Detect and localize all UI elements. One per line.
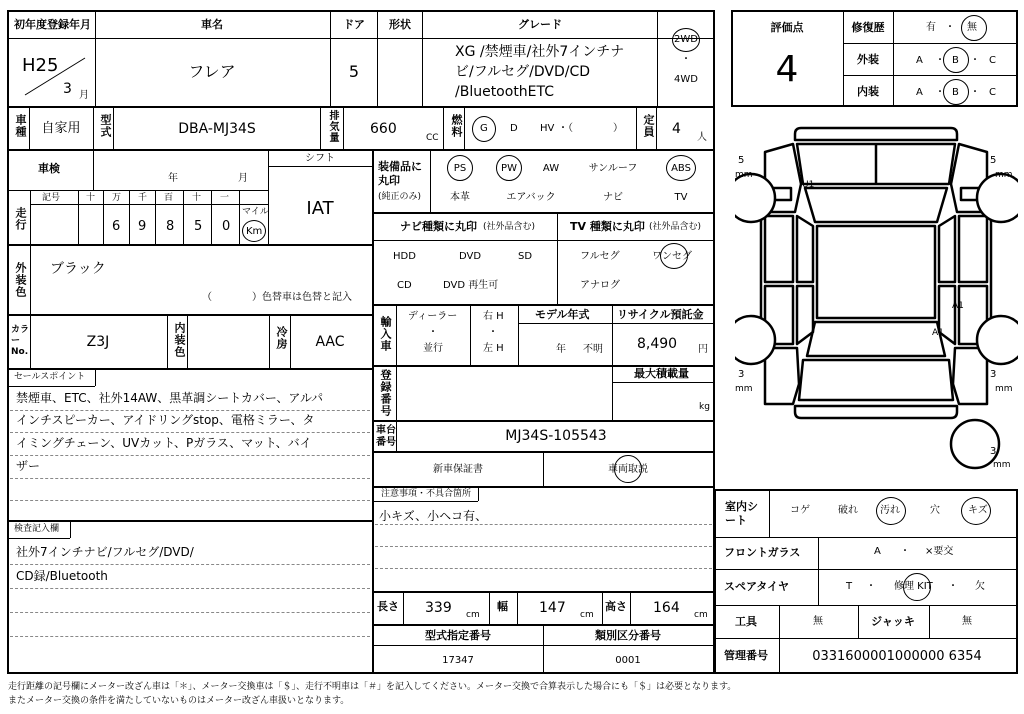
ext-dot-2: ・ bbox=[970, 55, 980, 66]
yogore-circle bbox=[876, 497, 906, 525]
recycle-label: リサイクル預託金 bbox=[617, 308, 704, 321]
drive-2wd: 2WD bbox=[674, 34, 698, 45]
import-dealer: ディーラー bbox=[408, 311, 458, 322]
sales-line-4: ザー bbox=[16, 459, 41, 473]
type-number-label: 型式指定番号 bbox=[425, 629, 491, 642]
digit-5: 0 bbox=[222, 219, 231, 234]
class-number-value: 0001 bbox=[615, 655, 641, 666]
model-value: DBA-MJ34S bbox=[178, 121, 256, 137]
eval-label: 評価点 bbox=[770, 21, 804, 34]
width-label: 幅 bbox=[497, 600, 508, 613]
color-code-value: Z3J bbox=[86, 334, 110, 350]
doors-value: 5 bbox=[348, 62, 360, 81]
fuel-other: ・（ ） bbox=[558, 123, 623, 134]
fuel-d: D bbox=[510, 123, 518, 134]
repair-dot: ・ bbox=[945, 22, 955, 33]
ext-c: C bbox=[989, 55, 996, 66]
width-unit: cm bbox=[580, 610, 594, 620]
tire-rr-unit: mm bbox=[995, 384, 1013, 394]
shape-header: 形状 bbox=[389, 18, 411, 31]
int-c: C bbox=[989, 87, 996, 98]
repair-no: 無 bbox=[967, 22, 977, 33]
spare-dot: ・ bbox=[866, 581, 876, 592]
tools-value: 無 bbox=[813, 616, 823, 627]
recycle-value: 8,490 bbox=[637, 336, 678, 352]
tire-rl-value: 3 bbox=[738, 369, 745, 380]
type-number-value: 17347 bbox=[442, 655, 474, 666]
cc-unit: CC bbox=[426, 133, 439, 143]
windshield-a: A bbox=[874, 546, 881, 557]
digit-1: 6 bbox=[112, 219, 121, 234]
kizu-circle bbox=[961, 497, 991, 525]
height-label: 高さ bbox=[605, 600, 627, 613]
int-a: A bbox=[916, 87, 923, 98]
damage-u1: U1 bbox=[802, 180, 815, 190]
sheet-koge: コゲ bbox=[790, 505, 810, 516]
first-reg-month: 3 bbox=[63, 81, 72, 97]
spare-label: スペアタイヤ bbox=[724, 580, 790, 593]
spare-kit: 修理 KIT bbox=[894, 581, 933, 592]
equip-leather: 本革 bbox=[450, 192, 470, 203]
repair-no-circle bbox=[961, 15, 987, 41]
eval-score: 4 bbox=[775, 49, 799, 90]
registration-label: 登録番号 bbox=[379, 369, 392, 417]
hyaku: 百 bbox=[164, 193, 174, 203]
tv-oneseg: ワンセグ bbox=[652, 251, 692, 262]
import-dot: ・ bbox=[428, 327, 438, 338]
windshield-x: ×要交 bbox=[925, 546, 954, 557]
equip-tv: TV bbox=[674, 192, 688, 203]
digit-4: 5 bbox=[194, 219, 203, 234]
grade-line-2: ビ/フルセグ/DVD/CD bbox=[455, 64, 591, 80]
ext-b: B bbox=[952, 55, 959, 66]
import-right: 右 H bbox=[483, 311, 504, 322]
drive-4wd: 4WD bbox=[674, 74, 698, 85]
spare-none: 欠 bbox=[975, 581, 985, 592]
windshield-label: フロントガラス bbox=[724, 546, 801, 559]
import-label: 輸入車 bbox=[379, 316, 392, 352]
jack-value: 無 bbox=[962, 616, 972, 627]
spare-dot-2: ・ bbox=[948, 581, 958, 592]
man: 万 bbox=[112, 193, 122, 203]
car-name-header: 車名 bbox=[201, 18, 223, 31]
tv-header: TV 種類に丸印 bbox=[570, 220, 645, 233]
equip-navi: ナビ bbox=[603, 192, 623, 203]
length-label: 長さ bbox=[377, 600, 399, 613]
import-parallel: 並行 bbox=[423, 343, 443, 354]
navi-dvd: DVD bbox=[459, 251, 482, 262]
sales-line-1: 禁煙車、ETC、社外14AW、黒革調シートカバー、アルパ bbox=[16, 391, 324, 405]
interior-color-label: 内装色 bbox=[173, 322, 186, 358]
equip-pw: PW bbox=[501, 163, 517, 174]
model-label: 型式 bbox=[99, 114, 112, 138]
sales-line-3: イミングチェーン、UVカット、Pガラス、マット、バイ bbox=[16, 436, 312, 450]
navi-hdd: HDD bbox=[393, 251, 416, 262]
width-value: 147 bbox=[539, 600, 566, 616]
km-circle bbox=[242, 220, 266, 242]
spare-t: T bbox=[846, 581, 853, 592]
tire-fl-value: 5 bbox=[738, 155, 745, 166]
inspection-notes-label: 検査記入欄 bbox=[14, 524, 60, 534]
fuel-hv: HV bbox=[540, 123, 555, 134]
sen: 千 bbox=[138, 193, 148, 203]
manual-label: 車両取説 bbox=[608, 464, 648, 475]
sheet-ana: 穴 bbox=[930, 505, 940, 516]
repair-yes: 有 bbox=[926, 22, 936, 33]
navi-header-sub: (社外品含む) bbox=[483, 222, 536, 232]
tv-analog: アナログ bbox=[580, 280, 620, 291]
fuel-label: 燃料 bbox=[450, 114, 463, 138]
usage-label: 車種 bbox=[14, 114, 27, 138]
manual-circle bbox=[614, 455, 642, 483]
mgmt-label: 管理番号 bbox=[724, 649, 768, 662]
juu: 十 bbox=[192, 193, 202, 203]
navi-cd: CD bbox=[397, 280, 412, 291]
usage-value: 自家用 bbox=[41, 121, 81, 136]
tv-header-sub: (社外品含む) bbox=[649, 222, 702, 232]
grade-header: グレード bbox=[518, 18, 562, 31]
jack-label: ジャッキ bbox=[871, 615, 915, 628]
footer-note-2: またメーター交換の条件を満たしていないものはメーター改ざん車扱いとなります。 bbox=[8, 696, 350, 706]
height-unit: cm bbox=[694, 610, 708, 620]
ac-value: AAC bbox=[315, 334, 345, 350]
equip-sunroof: サンルーフ bbox=[588, 163, 638, 174]
repair-label: 修復歴 bbox=[851, 21, 885, 34]
ac-label: 冷房 bbox=[275, 326, 288, 350]
int-dot-1: ・ bbox=[935, 87, 945, 98]
ps-circle bbox=[447, 155, 473, 181]
shift-label: シフト bbox=[305, 153, 335, 164]
inspection-notes-line-2: CD録/Bluetooth bbox=[16, 569, 108, 583]
digit-2: 9 bbox=[138, 219, 147, 234]
caution-label: 注意事項・不具合箇所 bbox=[381, 489, 472, 499]
model-year-unit: 年 bbox=[556, 344, 566, 355]
chassis-label: 車台番号 bbox=[376, 425, 396, 448]
sheet-yogore: 汚れ bbox=[880, 505, 900, 516]
grade-line-1: XG /禁煙車/社外7インチナ bbox=[455, 44, 625, 60]
color-code-label: カラーNo. bbox=[11, 325, 30, 357]
tire-fr-unit: mm bbox=[995, 170, 1013, 180]
pw-circle bbox=[496, 155, 522, 181]
int-b-circle bbox=[943, 79, 969, 105]
length-value: 339 bbox=[425, 600, 452, 616]
interior-label: 内装 bbox=[857, 85, 879, 98]
yen-unit: 円 bbox=[698, 344, 708, 355]
model-year-unknown: 不明 bbox=[583, 344, 603, 355]
digit-3: 8 bbox=[166, 219, 175, 234]
inspection-notes-line-1: 社外7インチナビ/フルセグ/DVD/ bbox=[16, 545, 194, 559]
equip-aw: AW bbox=[542, 163, 560, 174]
kg-unit: kg bbox=[699, 402, 710, 412]
ext-dot-1: ・ bbox=[935, 55, 945, 66]
abs-circle bbox=[666, 155, 696, 181]
ext-b-circle bbox=[943, 47, 969, 73]
fuel-g: G bbox=[480, 123, 488, 134]
drive-dot: ・ bbox=[681, 54, 691, 65]
tire-rr-value: 3 bbox=[990, 369, 997, 380]
person-unit: 人 bbox=[697, 132, 707, 143]
windshield-dot: ・ bbox=[900, 546, 910, 557]
mile-label: マイル bbox=[242, 207, 269, 217]
tire-spare-unit: mm bbox=[993, 460, 1011, 470]
ten-man: 十 bbox=[86, 193, 96, 203]
damage-a1-upper: A1 bbox=[952, 301, 964, 311]
damage-a1-lower: A1 bbox=[932, 328, 944, 338]
equip-abs: ABS bbox=[671, 163, 691, 174]
equip-ps: PS bbox=[453, 163, 467, 174]
mgmt-value: 0331600001000000 6354 bbox=[812, 649, 982, 664]
max-load-label: 最大積載量 bbox=[634, 367, 689, 380]
color-label: 外装色 bbox=[14, 262, 27, 298]
sheet-yabure: 破れ bbox=[838, 505, 858, 516]
mileage-label: 走行 bbox=[14, 207, 27, 231]
color-value: ブラック bbox=[50, 261, 106, 277]
capacity-value: 4 bbox=[672, 121, 681, 137]
sales-label: セールスポイント bbox=[14, 372, 86, 382]
import-left: 左 H bbox=[483, 343, 504, 354]
equip-airbag: エアバック bbox=[506, 192, 556, 203]
ext-a: A bbox=[916, 55, 923, 66]
sheet-kizu: キズ bbox=[968, 505, 988, 516]
shaken-month: 月 bbox=[238, 173, 248, 184]
tire-fl-unit: mm bbox=[735, 170, 753, 180]
class-number-label: 類別区分番号 bbox=[595, 629, 661, 642]
chassis-value: MJ34S-105543 bbox=[505, 428, 607, 444]
caution-line-1: 小キズ、小ヘコ有、 bbox=[379, 509, 488, 523]
interior-sheet-label: 室内シート bbox=[725, 500, 758, 528]
tv-fullseg: フルセグ bbox=[580, 251, 620, 262]
equip-sub: (純正のみ) bbox=[378, 192, 422, 202]
warranty-label: 新車保証書 bbox=[433, 464, 483, 475]
kigou-label: 記号 bbox=[42, 193, 61, 203]
door-header: ドア bbox=[343, 18, 365, 31]
navi-header: ナビ種類に丸印 bbox=[400, 220, 477, 233]
model-year-label: モデル年式 bbox=[535, 308, 590, 321]
height-value: 164 bbox=[653, 600, 680, 616]
shift-value: IAT bbox=[306, 198, 334, 219]
drive-2wd-circle bbox=[672, 28, 700, 52]
tools-label: 工具 bbox=[735, 615, 757, 628]
month-unit: 月 bbox=[79, 90, 89, 101]
equip-label: 装備品に丸印 bbox=[378, 160, 422, 188]
first-reg-year: H25 bbox=[22, 55, 59, 76]
shaken-label: 車検 bbox=[38, 162, 60, 175]
first-reg-header: 初年度登録年月 bbox=[14, 18, 91, 31]
fuel-g-circle bbox=[472, 116, 496, 142]
navi-dvd-play: DVD 再生可 bbox=[443, 280, 499, 291]
navi-sd: SD bbox=[518, 251, 533, 262]
oneseg-circle bbox=[660, 243, 688, 269]
displacement-value: 660 bbox=[370, 121, 397, 137]
km-label: Km bbox=[246, 226, 263, 237]
import-dot-2: ・ bbox=[488, 327, 498, 338]
length-unit: cm bbox=[466, 610, 480, 620]
ichi: 一 bbox=[220, 193, 230, 203]
grade-line-3: /BluetoothETC bbox=[455, 84, 555, 100]
capacity-label: 定員 bbox=[642, 114, 655, 138]
displacement-label: 排気量 bbox=[327, 110, 338, 143]
car-damage-diagram bbox=[735, 122, 1018, 482]
footer-note-1: 走行距離の記号欄にメーター改ざん車は「＊」、メーター交換車は「＄」、走行不明車は「＃」を記入してください。メーター交換で合算表示した場合にも「＄」は必要となります。 bbox=[8, 682, 737, 692]
car-name-value: フレア bbox=[188, 62, 236, 81]
shaken-year: 年 bbox=[168, 173, 178, 184]
sales-line-2: インチスピーカー、アイドリングstop、電格ミラー、タ bbox=[16, 413, 315, 427]
int-dot-2: ・ bbox=[970, 87, 980, 98]
tire-fr-value: 5 bbox=[990, 155, 997, 166]
int-b: B bbox=[952, 87, 959, 98]
tire-spare-value: 3 bbox=[990, 446, 997, 457]
color-note: （ ）色替車は色替と記入 bbox=[202, 292, 352, 303]
tire-rl-unit: mm bbox=[735, 384, 753, 394]
exterior-label: 外装 bbox=[857, 53, 879, 66]
spare-kit-circle bbox=[903, 573, 931, 601]
